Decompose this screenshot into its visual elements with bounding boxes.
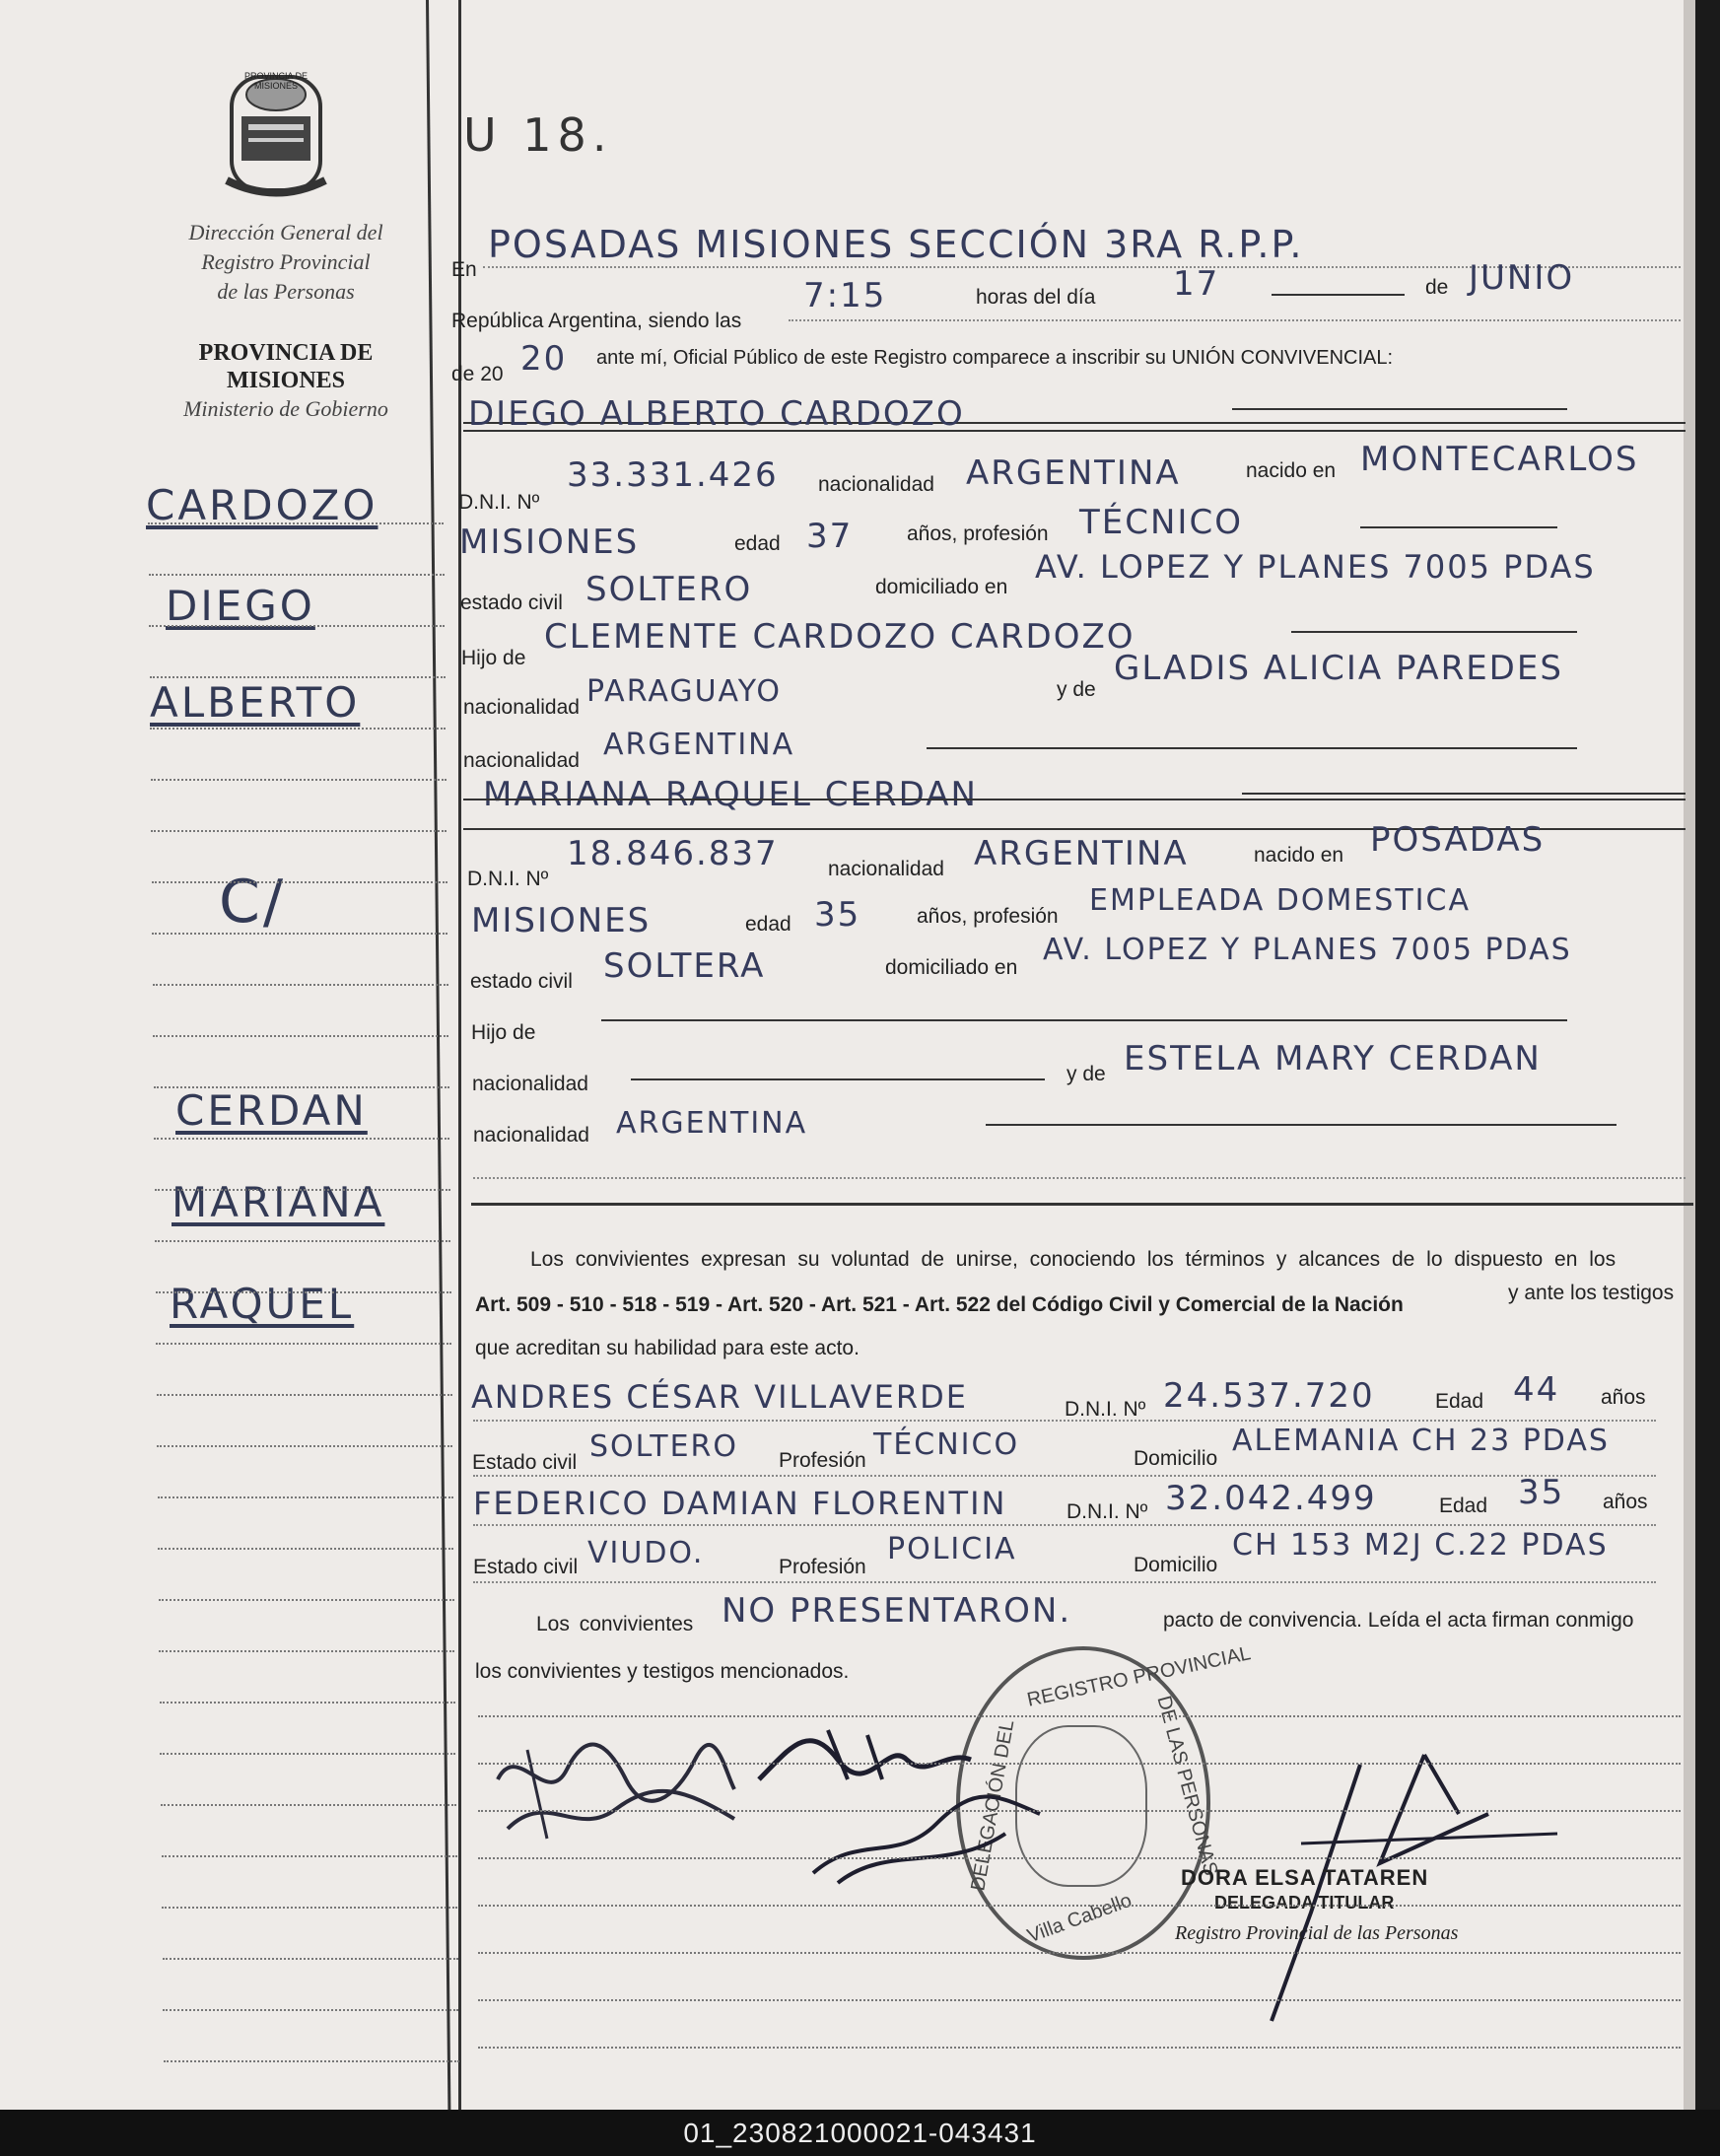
c2-dom-label: domiciliado en: [885, 956, 1018, 979]
crest-label: PROVINCIA DE MISIONES: [243, 71, 308, 91]
margin-dotted-line: [150, 676, 446, 678]
t1-nombre: ANDRES CÉSAR VILLAVERDE: [471, 1378, 968, 1416]
margin-dotted-line: [149, 574, 445, 576]
c1-estado-label: estado civil: [460, 591, 563, 614]
margin-dotted-line: [158, 1496, 453, 1498]
signature-dotted-line: [478, 2047, 1681, 2049]
c1-hijo-label: Hijo de: [461, 647, 526, 669]
t2-estado: VIUDO.: [587, 1536, 705, 1570]
c1-anios-label: años, profesión: [907, 522, 1049, 545]
cierre-pacto: NO PRESENTARON.: [722, 1591, 1072, 1631]
anio-value: 20: [520, 339, 568, 379]
signature-conviviente1: [488, 1720, 744, 1848]
c2-domicilio: AV. LOPEZ Y PLANES 7005 PDAS: [1043, 933, 1572, 967]
rule: [1272, 294, 1405, 296]
margin-dotted-line: [154, 1086, 449, 1088]
c2-nacido-label: nacido en: [1254, 844, 1344, 867]
c2-madre: ESTELA MARY CERDAN: [1124, 1039, 1542, 1078]
signature-dotted-line: [478, 1857, 1681, 1859]
ante-label: ante mí, Oficial Público de este Registro comparece a inscribir su UNIÓN CONVIVENCIAL:: [596, 347, 1394, 369]
rule: [471, 1203, 1693, 1206]
c1-yde-label: y de: [1057, 678, 1096, 701]
prov-line2: MISIONES: [226, 368, 346, 393]
margin-dotted-line: [161, 1804, 456, 1806]
t2-edad: 35: [1518, 1473, 1565, 1512]
rule: [927, 747, 1577, 749]
delegada-organismo: Registro Provincial de las Personas: [1175, 1922, 1459, 1944]
t1-estado-label: Estado civil: [472, 1451, 578, 1474]
margin-dotted-line: [153, 984, 448, 986]
margin-divider: [426, 0, 450, 2110]
c1-edad: 37: [806, 517, 854, 556]
stamp-top: REGISTRO PROVINCIAL: [1025, 1642, 1253, 1711]
rule: [1232, 408, 1567, 410]
republica-label: República Argentina, siendo las: [451, 310, 742, 332]
t2-edad-label: Edad: [1439, 1495, 1488, 1517]
c1-dni-label: D.N.I. Nº: [458, 491, 540, 514]
t2-prof-label: Profesión: [779, 1556, 866, 1578]
c2-edad-label: edad: [745, 913, 791, 936]
rule: [601, 1019, 1567, 1021]
margin-dotted-line: [155, 1240, 450, 1242]
c2-nac-label: nacionalidad: [828, 858, 944, 880]
rule: [631, 1078, 1045, 1080]
delegada-cargo: DELEGADA TITULAR: [1214, 1893, 1395, 1913]
margin-dotted-line: [163, 2009, 458, 2011]
cierre-label2: pacto de convivencia. Leída el acta firman conmigo: [1163, 1609, 1634, 1632]
margin-dotted-line: [164, 2060, 459, 2062]
signature-dotted-line: [478, 1810, 1681, 1812]
c2-hijo-label: Hijo de: [471, 1021, 536, 1044]
t1-edad-label: Edad: [1435, 1390, 1484, 1413]
cierre-label1: Los convivientes: [536, 1613, 694, 1635]
t2-profesion: POLICIA: [887, 1532, 1017, 1566]
signature-dotted-line: [478, 1715, 1681, 1717]
decl-line2-bold: Art. 509 - 510 - 518 - 519 - Art. 520 - Art. 521 - Art. 522 del Código Civil y Comercial de la Nación: [475, 1293, 1404, 1316]
rule: [1360, 526, 1557, 528]
margin-dotted-line: [158, 1548, 453, 1550]
c1-madre-nac-label: nacionalidad: [463, 749, 580, 772]
c1-domicilio: AV. LOPEZ Y PLANES 7005 PDAS: [1035, 548, 1596, 586]
c2-madre-nac-label: nacionalidad: [473, 1124, 589, 1147]
de20-label: de 20: [451, 363, 504, 385]
c1-nac-label: nacionalidad: [818, 473, 934, 496]
rule: [986, 1124, 1617, 1126]
dir-line1: Dirección General del: [188, 220, 383, 244]
dotline: [473, 1581, 1656, 1583]
c1-dni: 33.331.426: [567, 455, 779, 495]
margin-dotted-line: [162, 1855, 457, 1857]
margin-dotted-line: [151, 830, 447, 832]
page-edge: [1684, 0, 1695, 2110]
c2-profesion: EMPLEADA DOMESTICA: [1089, 883, 1471, 918]
dir-line2: Registro Provincial: [201, 249, 371, 274]
c1-dom-label: domiciliado en: [875, 576, 1008, 598]
rule: [463, 799, 1686, 800]
c2-yde-label: y de: [1066, 1063, 1106, 1085]
signature-dotted-line: [478, 1999, 1681, 2001]
margin-dotted-line: [159, 1650, 454, 1652]
t1-domicilio: ALEMANIA CH 23 PDAS: [1232, 1424, 1610, 1458]
c1-lugar2: MISIONES: [459, 522, 640, 562]
c2-estado: SOLTERA: [603, 946, 766, 986]
t2-domicilio: CH 153 M2J C.22 PDAS: [1232, 1528, 1609, 1563]
decl-line2-rest: y ante los testigos: [1508, 1282, 1675, 1304]
delegada-nombre: DORA ELSA TATAREN: [1181, 1865, 1429, 1890]
t1-anios-label: años: [1601, 1386, 1646, 1409]
margin-dotted-line: [159, 1599, 454, 1601]
c1-nacido-label: nacido en: [1246, 459, 1337, 482]
c2-anios-label: años, profesión: [917, 905, 1059, 928]
signature-dotted-line: [478, 1952, 1681, 1954]
margin-dotted-line: [157, 1394, 452, 1396]
margin-apellido1: CARDOZO: [146, 481, 378, 529]
margin-dotted-line: [157, 1445, 452, 1447]
margin-nombre2a: MARIANA: [172, 1178, 385, 1226]
margin-dotted-line: [152, 933, 447, 935]
decl-line1: Los convivientes expresan su voluntad de unirse, conociendo los términos y alcances de lo dispuesto en los: [530, 1248, 1617, 1271]
dotline: [473, 1177, 1686, 1179]
margin-nombre2b: RAQUEL: [170, 1280, 355, 1328]
margin-dotted-line: [162, 1907, 457, 1909]
rule: [463, 430, 1686, 432]
footer-code: 01_230821000021-043431: [0, 2110, 1720, 2156]
c1-nacido: MONTECARLOS: [1360, 440, 1639, 479]
c2-nombre: MARIANA RAQUEL CERDAN: [483, 775, 978, 814]
margin-nombre1b: ALBERTO: [150, 678, 361, 727]
margin-dotted-line: [155, 1189, 450, 1191]
c2-edad: 35: [814, 895, 861, 935]
stamp-right: DE LAS PERSONAS: [1152, 1693, 1222, 1878]
decl-line3: que acreditan su habilidad para este acto.: [475, 1337, 860, 1359]
margin-dotted-line: [149, 625, 445, 627]
margin-separator: C/: [219, 868, 287, 937]
t1-profesion: TÉCNICO: [873, 1427, 1020, 1462]
t2-anios-label: años: [1603, 1491, 1648, 1513]
c1-padre-nac-label: nacionalidad: [463, 696, 580, 719]
dotline: [473, 1475, 1656, 1477]
c2-estado-label: estado civil: [470, 970, 573, 993]
t1-dni-label: D.N.I. Nº: [1065, 1398, 1146, 1421]
margin-dotted-line: [151, 779, 447, 781]
prov-line1: PROVINCIA DE: [198, 340, 374, 366]
c1-estado: SOLTERO: [585, 570, 753, 609]
t1-dom-label: Domicilio: [1134, 1447, 1218, 1470]
t2-dni: 32.042.499: [1165, 1479, 1377, 1518]
cierre-label3: los convivientes y testigos mencionados.: [475, 1660, 850, 1683]
c2-dni: 18.846.837: [567, 834, 779, 873]
hora-value: 7:15: [803, 276, 887, 315]
stamp-bottom: Villa Cabello: [1024, 1889, 1135, 1948]
t1-edad: 44: [1513, 1370, 1560, 1410]
margin-apellido2: CERDAN: [175, 1086, 368, 1135]
de-label: de: [1425, 276, 1449, 299]
signature-testigo: [808, 1774, 1045, 1893]
c2-nac: ARGENTINA: [974, 834, 1189, 873]
margin-dotted-line: [156, 1291, 451, 1293]
margin-dotted-line: [163, 1958, 458, 1960]
margin-dotted-line: [148, 522, 444, 524]
margin-dotted-line: [152, 881, 447, 883]
c2-madre-nac: ARGENTINA: [616, 1106, 808, 1141]
dotline: [789, 319, 1681, 321]
c1-nombre: DIEGO ALBERTO CARDOZO: [468, 394, 965, 434]
t2-dni-label: D.N.I. Nº: [1066, 1500, 1148, 1523]
rule: [1291, 631, 1577, 633]
c1-padre-nac: PARAGUAYO: [586, 674, 783, 709]
rule: [1242, 793, 1686, 795]
c2-padre-nac-label: nacionalidad: [472, 1073, 588, 1095]
t2-dom-label: Domicilio: [1134, 1554, 1218, 1576]
stamp-left: DELEGACIÓN DEL: [967, 1718, 1019, 1893]
mes-value: JUNIO: [1469, 258, 1575, 298]
signature-dotted-line: [478, 1905, 1681, 1907]
c1-padre: CLEMENTE CARDOZO CARDOZO: [544, 617, 1135, 657]
horas-label: horas del día: [976, 286, 1096, 309]
lugar-value: POSADAS MISIONES SECCIÓN 3RA R.P.P.: [488, 223, 1304, 266]
dotline: [473, 1420, 1656, 1422]
c2-nacido: POSADAS: [1370, 820, 1546, 860]
t1-estado: SOLTERO: [589, 1429, 738, 1464]
t1-prof-label: Profesión: [779, 1449, 866, 1472]
margin-dotted-line: [156, 1343, 451, 1345]
c1-edad-label: edad: [734, 532, 781, 555]
ministerio: Ministerio de Gobierno: [183, 396, 388, 421]
margin-nombre1a: DIEGO: [166, 582, 315, 630]
t1-dni: 24.537.720: [1163, 1376, 1375, 1416]
dia-value: 17: [1173, 264, 1220, 304]
en-label: En: [451, 258, 477, 281]
margin-dotted-line: [160, 1702, 455, 1704]
dotline: [473, 1524, 1656, 1526]
margin-dotted-line: [150, 728, 446, 730]
c1-nac: ARGENTINA: [966, 453, 1181, 493]
c1-madre-nac: ARGENTINA: [603, 728, 795, 762]
t2-nombre: FEDERICO DAMIAN FLORENTIN: [473, 1485, 1007, 1522]
margin-dotted-line: [154, 1138, 449, 1140]
margin-dotted-line: [160, 1753, 455, 1755]
c1-madre: GLADIS ALICIA PAREDES: [1114, 649, 1563, 688]
c2-dni-label: D.N.I. Nº: [467, 868, 549, 890]
dir-line3: de las Personas: [217, 279, 355, 304]
c1-profesion: TÉCNICO: [1079, 503, 1243, 542]
signature-dotted-line: [478, 1763, 1681, 1765]
t2-estado-label: Estado civil: [473, 1556, 579, 1578]
c2-lugar2: MISIONES: [471, 901, 652, 940]
acta-number: U 18.: [463, 108, 613, 162]
margin-dotted-line: [153, 1035, 448, 1037]
